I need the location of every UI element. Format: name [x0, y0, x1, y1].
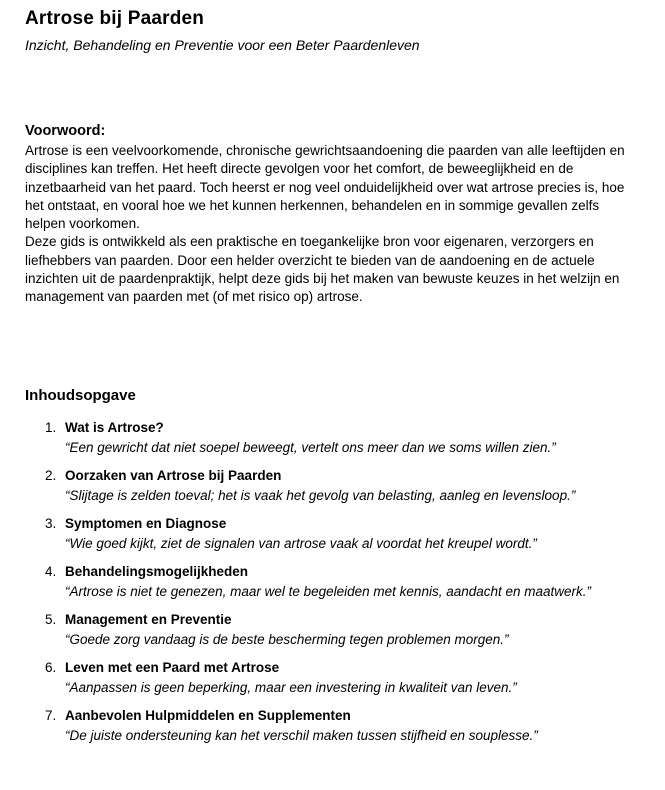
- toc-item-title: Management en Preventie: [65, 611, 232, 627]
- page-title: Artrose bij Paarden: [25, 8, 205, 29]
- toc-item-title: Behandelingsmogelijkheden: [65, 563, 249, 579]
- toc-item-quote: “Wie goed kijkt, ziet de signalen van artrose vaak al voordat het kreupel wordt.”: [65, 535, 537, 551]
- toc-item-number: 7.: [45, 707, 57, 723]
- toc-item: [25, 706, 640, 745]
- toc-item-number: 2.: [45, 467, 57, 483]
- toc-heading: Inhoudsopgave: [25, 386, 136, 404]
- toc-item: [25, 610, 640, 649]
- toc-item: [25, 514, 640, 553]
- foreword-paragraph-1: Artrose is een veelvoorkomende, chronische gewrichtsaandoening die paarden van alle leeftijden en disciplines kan treffen. Het heeft directe gevolgen voor het comfort, de beweeglijkheid en de inzetbaarheid van het paard. Toch heerst er nog veel onduidelijkheid over wat artrose precies is, hoe het ontstaat, en vooral hoe we het kunnen herkennen, behandelen en in sommige gevallen zelfs helpen voorkomen.: [25, 143, 625, 232]
- toc-item: [25, 562, 640, 601]
- toc-item-number: 5.: [45, 611, 57, 627]
- toc-item-number: 6.: [45, 659, 57, 675]
- toc-item-title: Aanbevolen Hulpmiddelen en Supplementen: [65, 707, 351, 723]
- toc-item-number: 1.: [45, 419, 57, 435]
- toc-item-title: Wat is Artrose?: [65, 419, 164, 435]
- toc-item-quote: “Een gewricht dat niet soepel beweegt, vertelt ons meer dan we soms willen zien.”: [65, 439, 556, 455]
- foreword-heading: Voorwoord:: [25, 123, 106, 139]
- toc-item-title: Oorzaken van Artrose bij Paarden: [65, 467, 282, 483]
- toc-item-number: 4.: [45, 563, 57, 579]
- toc-item: [25, 658, 640, 697]
- toc-item-quote: “De juiste ondersteuning kan het verschil maken tussen stijfheid en souplesse.”: [65, 727, 538, 743]
- foreword-paragraph-2: Deze gids is ontwikkeld als een praktische en toegankelijke bron voor eigenaren, verzorgers en liefhebbers van paarden. Door een helder overzicht te bieden van de aandoening en de actuele inzichten uit de paardenpraktijk, helpt deze gids bij het maken van bewuste keuzes in het welzijn en management van paarden met (of met risico op) artrose.: [25, 234, 620, 305]
- toc-item-title: Leven met een Paard met Artrose: [65, 659, 280, 675]
- toc-list: [25, 418, 640, 745]
- toc-item-quote: “Slijtage is zelden toeval; het is vaak het gevolg van belasting, aanleg en levensloop.”: [65, 487, 576, 503]
- toc-item: [25, 466, 640, 505]
- toc-item-quote: “Aanpassen is geen beperking, maar een investering in kwaliteit van leven.”: [65, 679, 517, 695]
- toc-item-quote: “Goede zorg vandaag is de beste bescherming tegen problemen morgen.”: [65, 631, 509, 647]
- toc-item: [25, 418, 640, 457]
- page-subtitle: Inzicht, Behandeling en Preventie voor een Beter Paardenleven: [25, 37, 420, 53]
- toc-item-title: Symptomen en Diagnose: [65, 515, 227, 531]
- toc-item-number: 3.: [45, 515, 57, 531]
- toc-item-quote: “Artrose is niet te genezen, maar wel te begeleiden met kennis, aandacht en maatwerk.”: [65, 583, 592, 599]
